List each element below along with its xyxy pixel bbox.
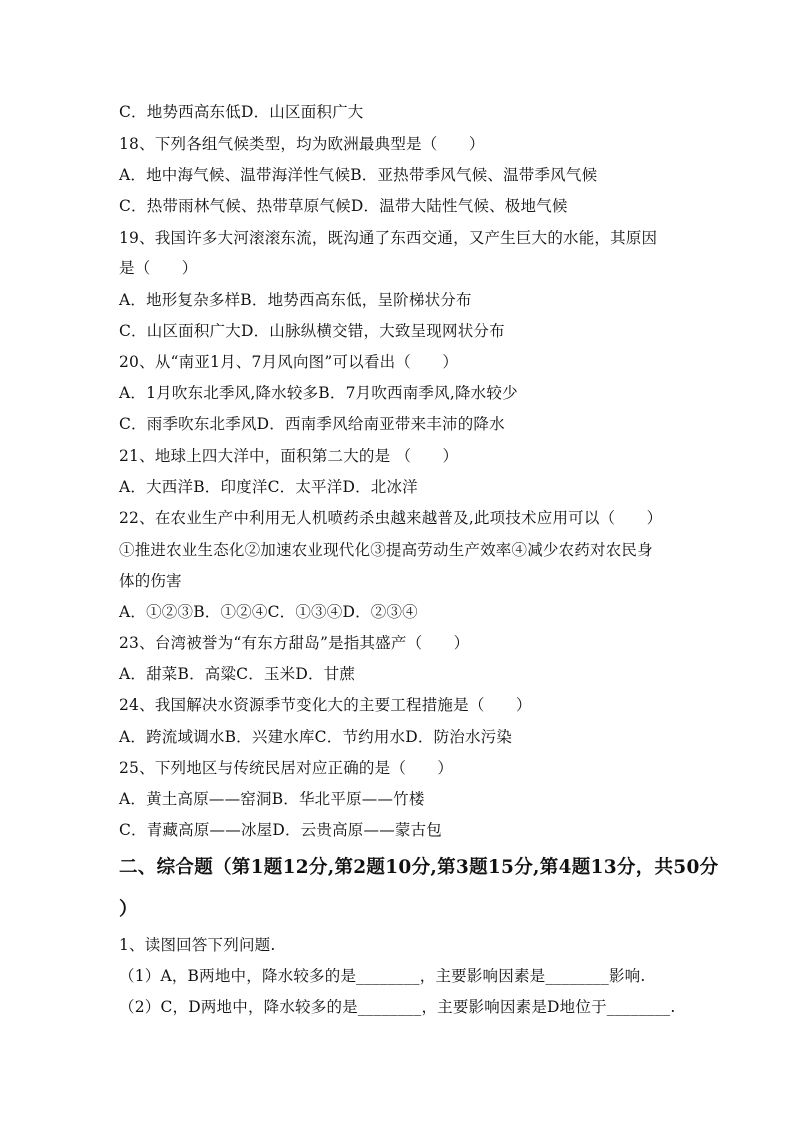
q21-stem: 21、地球上四大洋中，面积第二大的是 （ ）: [119, 447, 459, 465]
q19-options-cd: C．山区面积广大D．山脉纵横交错，大致呈现网状分布: [119, 322, 505, 340]
q25-stem: 25、下列地区与传统民居对应正确的是（ ）: [119, 759, 454, 777]
q22-statements: ①推进农业生态化②加速农业现代化③提高劳动生产效率④减少农药对农民身: [119, 541, 653, 559]
q19-options-ab: A．地形复杂多样B．地势西高东低，呈阶梯状分布: [119, 291, 472, 309]
q18-options-cd: C．热带雨林气候、热带草原气候D．温带大陆性气候、极地气候: [119, 197, 568, 215]
q17-options-cd: C．地势西高东低D．山区面积广大: [119, 103, 364, 121]
q23-options: A．甜菜B．高粱C．玉米D．甘蔗: [119, 665, 356, 683]
q22-statements-cont: 体的伤害: [119, 572, 182, 590]
section-title: 二、综合题（第1题12分,第2题10分,第3题15分,第4题13分，共50分: [119, 857, 719, 878]
comprehensive-q1-part2: （2）C，D两地中，降水较多的是________，主要影响因素是D地位于________.: [119, 998, 676, 1016]
q25-options-ab: A．黄土高原——窑洞B．华北平原——竹楼: [119, 790, 425, 808]
comprehensive-q1-part1: （1）A，B两地中，降水较多的是________，主要影响因素是________影响.: [119, 967, 646, 985]
q18-stem: 18、下列各组气候类型，均为欧洲最典型是（ ）: [119, 135, 485, 153]
q22-options: A．①②③B．①②④C．①③④D．②③④: [119, 603, 418, 621]
q20-options-cd: C．雨季吹东北季风D．西南季风给南亚带来丰沛的降水: [119, 415, 505, 433]
q24-options: A．跨流域调水B．兴建水库C．节约用水D．防治水污染: [119, 728, 513, 746]
q19-stem: 19、我国许多大河滚滚东流，既沟通了东西交通，又产生巨大的水能，其原因: [119, 229, 658, 247]
q22-stem: 22、在农业生产中利用无人机喷药杀虫越来越普及,此项技术应用可以（ ）: [119, 509, 663, 527]
q21-options: A．大西洋B．印度洋C．太平洋D．北冰洋: [119, 478, 418, 496]
q24-stem: 24、我国解决水资源季节变化大的主要工程措施是（ ）: [119, 696, 532, 714]
q19-stem-cont: 是（ ）: [119, 259, 198, 277]
q18-options-ab: A．地中海气候、温带海洋性气候B．亚热带季风气候、温带季风气候: [119, 166, 598, 184]
q20-stem: 20、从“南亚1月、7月风向图”可以看出（ ）: [119, 353, 459, 371]
q23-stem: 23、台湾被誉为“有东方甜岛”是指其盛产（ ）: [119, 634, 470, 652]
comprehensive-q1-stem: 1、读图回答下列问题.: [119, 936, 276, 954]
section-title-cont: ）: [119, 899, 138, 920]
q20-options-ab: A．1月吹东北季风,降水较多B．7月吹西南季风,降水较少: [119, 384, 518, 402]
q25-options-cd: C．青藏高原——冰屋D．云贵高原——蒙古包: [119, 821, 442, 839]
